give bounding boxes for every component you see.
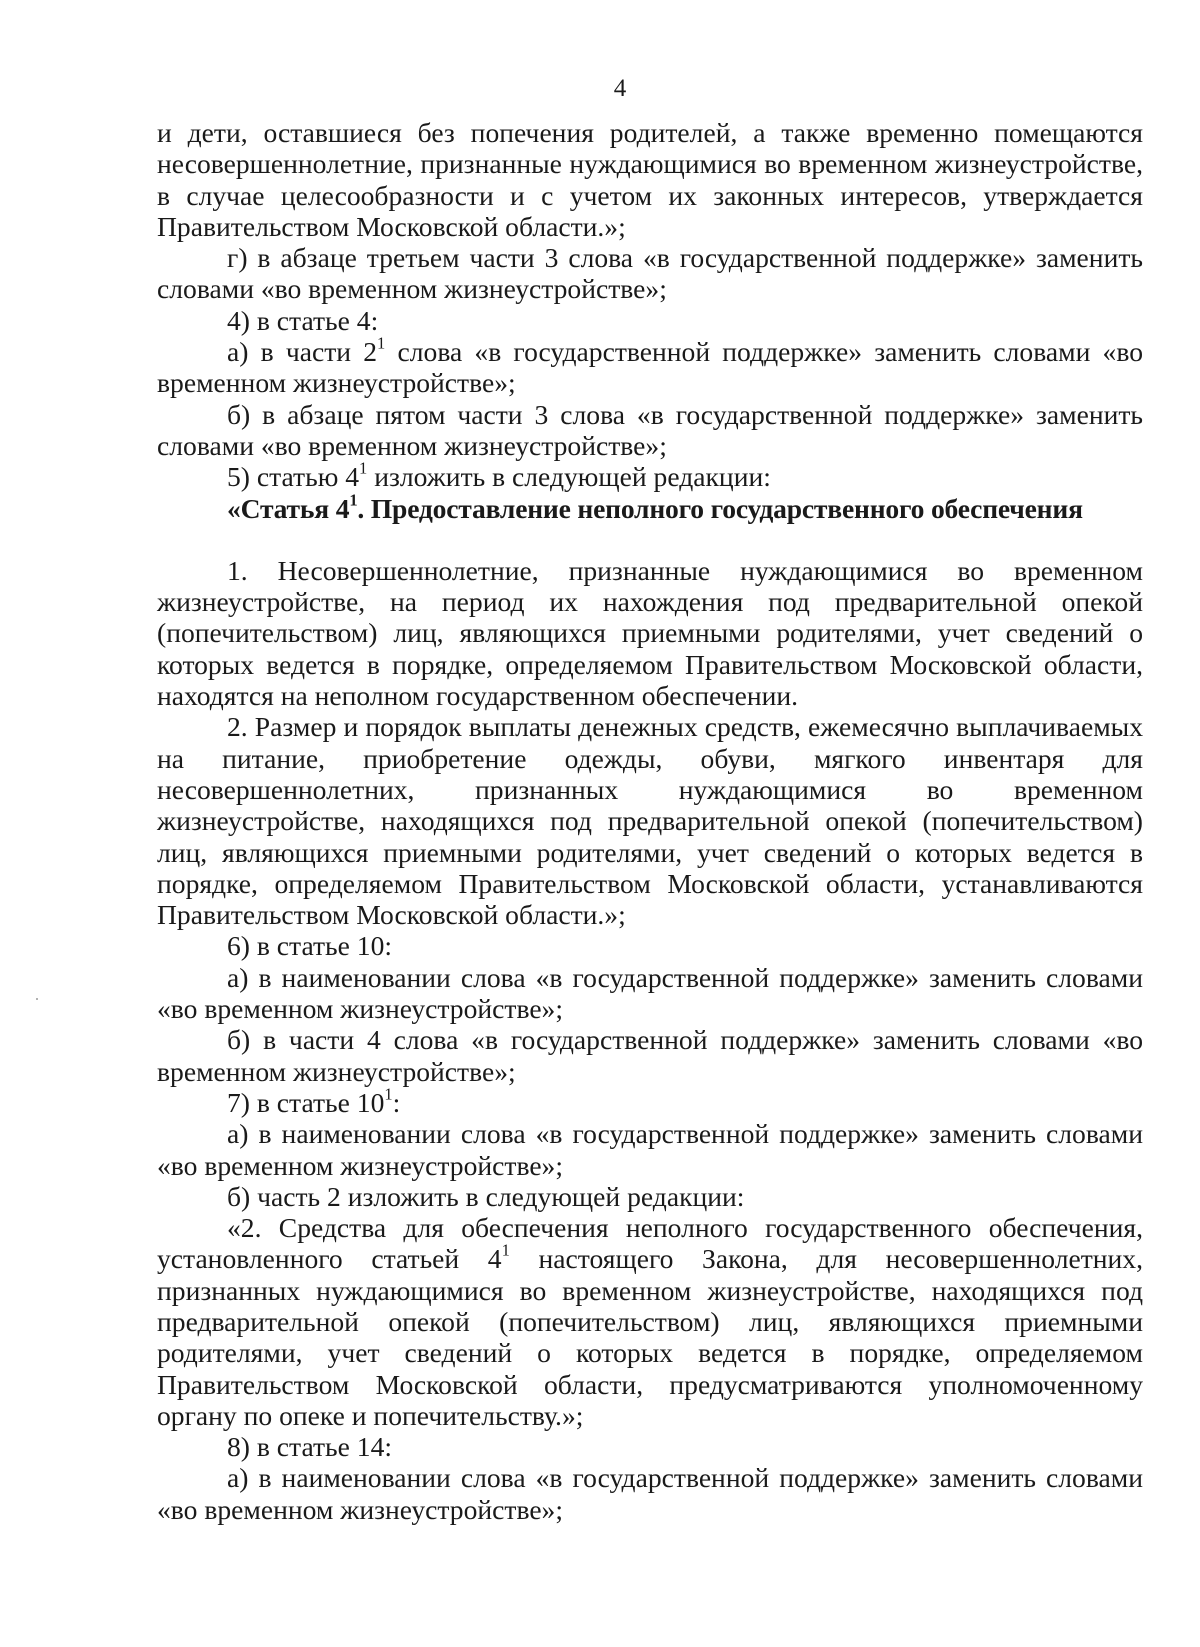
paragraph-item-7 [157,1084,1143,1118]
article-part-2: 2. Размер и порядок выплаты денежных средств, ежемесячно выплачиваемых на питание, приобретение одежды, обуви, мягкого инвентаря для несовершеннолетних, признанных нуждающимися во временном жизнеустройстве, находящихся под предварительной опекой (попечительством) лиц, являющихся приемными родителями, учет сведений о которых ведется в порядке, определяемом Правительством Московской области, устанавливаются Правительством Московской области.»; [157,711,1143,931]
quoted-part-2-text-after: настоящего Закона, для несовершеннолетних, признанных нуждающимися во временном жизнеустройстве, находящихся под предварительной опекой (попечительством) лиц, являющихся приемными родителями, учет сведений о которых ведется в порядке, определяемом Правительством Московской области, предусматриваются уполномоченному органу по опеке и попечительству.»; [157,1243,1143,1431]
article-heading-text-before: «Статья 4 [227,492,350,524]
quoted-part-2-text-before: «2. Средства для обеспечения неполного государственного обеспечения, установленного статьей 4 [157,1212,1143,1275]
paragraph-item-4a [157,333,1143,399]
superscript-mark: 1 [377,333,386,353]
scan-speck [36,998,38,1000]
paragraph-item-4a-text-after: слова «в государственной поддержке» заменить словами «во временном жизнеустройстве»; [157,336,1143,399]
document-body [157,117,1143,1525]
superscript-mark: 1 [359,458,368,478]
superscript-mark: 1 [384,1084,393,1104]
paragraph-item-4: 4) в статье 4: [227,304,379,336]
paragraph-item-5 [157,458,1143,493]
page-number: 4 [613,75,627,102]
paragraph-item-7-text-before: 7) в статье 10 [227,1086,385,1118]
paragraph-item-7a: а) в наименовании слова «в государственной поддержке» заменить словами «во временном жизнеустройстве»; [157,1118,1143,1181]
paragraph-item-8: 8) в статье 14: [227,1431,393,1463]
article-heading [157,490,1143,524]
paragraph-item-4b: б) в абзаце пятом части 3 слова «в государственной поддержке» заменить словами «во временном жизнеустройстве»; [157,398,1143,461]
article-heading-text-after: . Предоставление неполного государственного обеспечения [357,492,1083,524]
blank-line [157,524,1143,555]
quoted-part-2 [157,1212,1143,1431]
superscript-mark: 1 [349,490,358,510]
paragraph-item-7b: б) часть 2 изложить в следующей редакции: [227,1180,745,1212]
paragraph-item-8a: а) в наименовании слова «в государственной поддержке» заменить словами «во временном жизнеустройстве»; [157,1462,1143,1525]
paragraph-item-5-text-after: изложить в следующей редакции: [367,461,771,493]
paragraph-item-4a-text-before: а) в части 2 [227,336,378,368]
paragraph-item-5-text-before: 5) статью 4 [227,461,360,493]
paragraph-item-g: г) в абзаце третьем части 3 слова «в государственной поддержке» заменить словами «во временном жизнеустройстве»; [157,242,1143,305]
article-part-1: 1. Несовершеннолетние, признанные нуждающимися во временном жизнеустройстве, на период их нахождения под предварительной опекой (попечительством) лиц, являющихся приемными родителями, учет сведений о которых ведется в порядке, определяемом Правительством Московской области, находятся на неполном государственном обеспечении. [157,554,1143,712]
superscript-mark: 1 [501,1240,510,1260]
paragraph-item-7-text-after: : [392,1086,401,1118]
paragraph-item-6b: б) в части 4 слова «в государственной поддержке» заменить словами «во временном жизнеустройстве»; [157,1024,1143,1087]
paragraph-item-6a: а) в наименовании слова «в государственной поддержке» заменить словами «во временном жизнеустройстве»; [157,961,1143,1025]
paragraph-item-6: 6) в статье 10: [227,930,393,962]
paragraph-continuation: и дети, оставшиеся без попечения родителей, а также временно помещаются несовершеннолетние, признанные нуждающимися во временном жизнеустройстве, в случае целесообразности и с учетом их законных интересов, утверждается Правительством Московской области.»; [157,117,1143,242]
